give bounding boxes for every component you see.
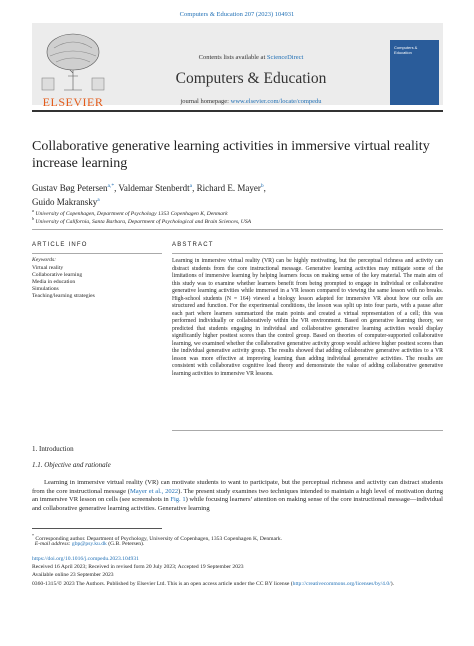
abstract-end-divider (172, 430, 443, 431)
email-link[interactable]: gbp@psy.ku.dk (71, 541, 107, 547)
contents-available-line (116, 54, 386, 61)
affiliation-marker: a (32, 208, 34, 213)
article-info-divider (32, 253, 162, 254)
footnote-divider (32, 528, 162, 529)
homepage-prefix: journal homepage: (180, 98, 231, 105)
sciencedirect-link[interactable]: ScienceDirect (266, 54, 304, 61)
email-note (32, 541, 144, 547)
available-online: Available online 23 September 2023 (32, 572, 114, 578)
journal-reference[interactable]: Computers & Education 207 (2023) 104931 (179, 11, 295, 18)
journal-homepage-line (116, 98, 386, 105)
author-list: Gustav Bøg Petersen$^{a,*}$, Valdemar Stenberdt$^a$, Richard E. Mayer$^b$, Guido Makransky$^a$ (32, 183, 266, 207)
subsection-heading: 1.1. Objective and rationale (32, 461, 111, 469)
header-divider (32, 110, 443, 112)
keyword: Simulations (32, 286, 59, 292)
license-text: 0360-1315/© 2023 The Authors. Published by Elsevier Ltd. This is an open access article under the CC BY license ( (32, 581, 293, 587)
affiliation-divider (32, 229, 443, 230)
abstract-heading: ABSTRACT (172, 242, 214, 248)
abstract-divider (172, 253, 443, 254)
elsevier-wordmark: ELSEVIER (42, 95, 104, 109)
author-name: Richard E. Mayer (196, 183, 261, 193)
homepage-link[interactable]: www.elsevier.com/locate/compedu (230, 98, 322, 105)
license-note (32, 580, 443, 588)
body-text-segment: Learning in immersive virtual reality (VR) can motivate students to want to participate, but the perceptual richness and activity can distract students from the core instructional message ( (32, 479, 443, 495)
keyword: Media in education (32, 279, 76, 285)
footnote-marker: * (32, 533, 34, 538)
affiliation (32, 216, 251, 225)
body-paragraph (32, 479, 443, 514)
citation-link[interactable]: Mayer et al., 2022 (129, 487, 179, 495)
keyword-list (32, 265, 95, 300)
affiliation-text: University of Copenhagen, Department of Psychology 1353 Copenhagen K, Denmark (35, 210, 228, 217)
article-title: Collaborative generative learning activities in immersive virtual reality increase learning (32, 139, 430, 171)
affiliation-marker: b (32, 216, 34, 221)
figure-link[interactable]: Fig. 1 (170, 496, 186, 504)
article-history: Received 16 April 2023; Received in revised form 20 July 2023; Accepted 19 September 2023 (32, 564, 244, 570)
doi-link[interactable]: https://doi.org/10.1016/j.compedu.2023.104931 (32, 556, 139, 562)
journal-title: Computers & Education (175, 70, 327, 87)
license-link[interactable]: http://creativecommons.org/licenses/by/4.0/ (292, 581, 391, 587)
elsevier-tree-logo-icon (34, 28, 112, 102)
affiliation-text: University of California, Santa Barbara, Department of Psychological and Brain Sciences, USA (35, 218, 252, 225)
body-text-segment: ). The present study examines two techniques intended to maintain a high level of motivation during an immersive VR lesson on cells (see screenshots in (32, 487, 443, 504)
license-suffix: ). (390, 581, 394, 587)
cover-title: Computers & Education (394, 45, 418, 55)
author-name: Guido Makransky (32, 197, 98, 207)
author-name: Valdemar Stenberdt (118, 183, 190, 193)
keyword: Collaborative learning (32, 272, 83, 278)
keyword: Teaching/learning strategies (32, 293, 95, 299)
author-affiliation-marker[interactable]: a,* (107, 183, 115, 189)
abstract-text: Learning in immersive virtual reality (VR) can be highly motivating, but the perceptual richness and activity can distract students from the core instructional message. Generative learning activities may mitigate some of the limitations of immersive learning by helping learners focus on making sense of the key material. The main aim of this study was to examine whether learners benefit from being prompted to engage in individual or collaborative generative learning activities while immersed in a VR lesson compared to viewing the same lesson with no breaks. High-school students (N = 164) viewed a biology lesson adapted for immersive VR about how our cells are structured and function. For the experimental conditions, the lesson was split up into four parts, with a pause after each part where learners summarized the main points and created a virtual representation of a cell; this was performed individually or collaboratively within the VR environment. Based on generative learning theory, we predicted that students engaging in individual and collaborative generative learning activities would display significantly higher posttest scores than the control group. Based on theories of computer-supported collaborative learning, we examined whether the collaborative generative activity group would achieve higher posttest scores than the individual generative activity group. The results showed that adding collaborative generative activities to a VR lesson was more effective at improving learning than adding individual generative activities. The results are consistent with collaborative cognitive load theory and demonstrate the value of adding collaborative generative learning activities to immersive VR lessons. (172, 258, 443, 377)
body-text-segment: ) while focusing learners’ attention on making sense of the core instructional message—individual and collaborative generative learning activities. Generative learning (32, 496, 444, 513)
author-affiliation-marker[interactable]: b (260, 183, 264, 189)
footnote-text: Corresponding author. Department of Psychology, University of Copenhagen, 1353 Copenhagen K, Denmark. (35, 535, 283, 542)
keywords-label: Keywords: (32, 257, 57, 263)
keyword: Virtual reality (32, 265, 64, 271)
email-label: E-mail address: (34, 541, 72, 547)
contents-prefix: Contents lists available at (198, 54, 267, 61)
section-heading: 1. Introduction (32, 445, 74, 453)
email-suffix: (G.B. Petersen). (106, 541, 145, 547)
author-affiliation-marker[interactable]: a (97, 197, 100, 203)
article-info-heading: ARTICLE INFO (32, 242, 88, 248)
author-affiliation-marker[interactable]: a (189, 183, 193, 189)
author-name: Gustav Bøg Petersen (32, 183, 108, 193)
